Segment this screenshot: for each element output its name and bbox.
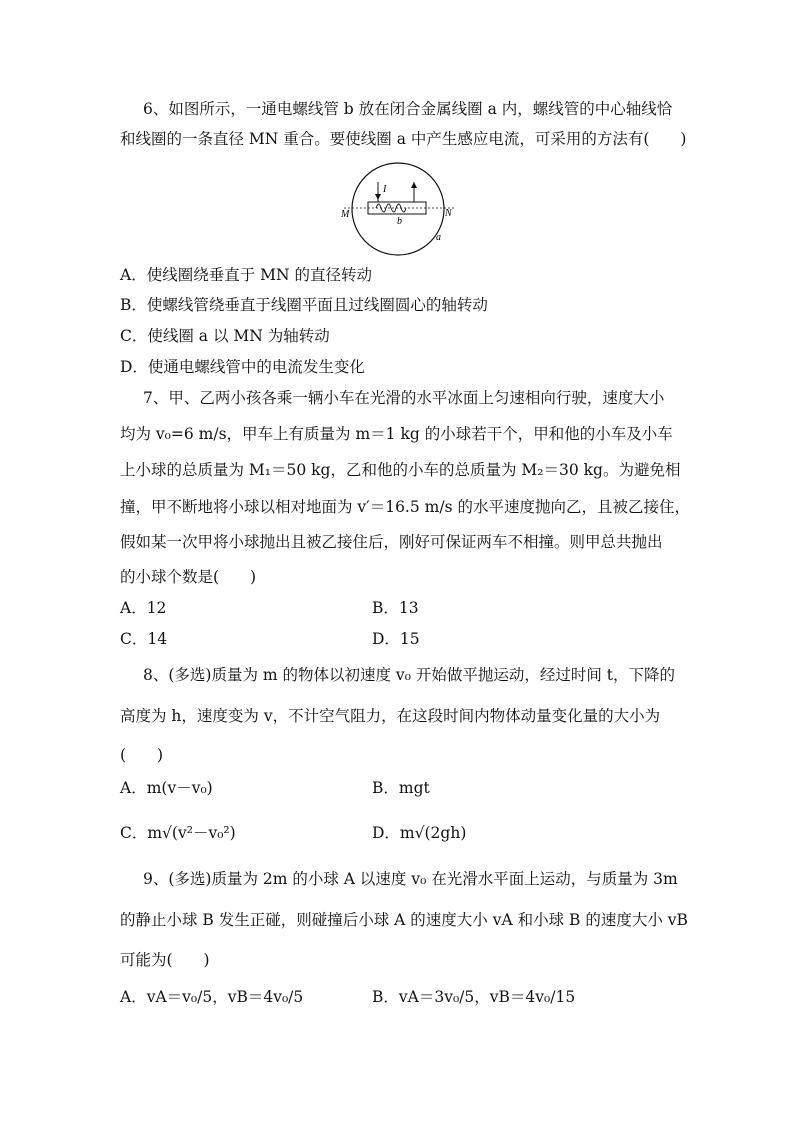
q8-option-c: C．m√(v²－v₀²): [120, 824, 236, 842]
q7-option-b: B．13: [372, 599, 419, 617]
q6-option-b: B．使螺线管绕垂直于线圈平面且过线圈圆心的轴转动: [120, 296, 488, 314]
q6-option-c: C．使线圈 a 以 MN 为轴转动: [120, 327, 330, 345]
label-b: b: [397, 216, 402, 227]
q7-stem-line1: 7、甲、乙两小孩各乘一辆小车在光滑的水平冰面上匀速相向行驶，速度大小: [143, 389, 665, 407]
q7-option-d: D．15: [372, 630, 420, 648]
label-m: M: [341, 209, 350, 220]
q8-option-a: A．m(v－v₀): [120, 779, 213, 797]
q6-option-d: D．使通电螺线管中的电流发生变化: [120, 358, 365, 376]
current-arrow-down: [375, 194, 381, 200]
q8-stem-line2: 高度为 h，速度变为 v，不计空气阻力，在这段时间内物体动量变化量的大小为: [120, 707, 661, 725]
solenoid-coil-figure: [330, 160, 470, 260]
q8-option-b: B．mgt: [372, 779, 430, 797]
current-arrow-up: [411, 182, 417, 188]
q6-stem-line2: 和线圈的一条直径 MN 重合。要使线圈 a 中产生感应电流，可采用的方法有( ): [120, 130, 687, 148]
label-n: N: [445, 208, 452, 219]
label-current-i: I: [383, 184, 387, 195]
q7-stem-line4: 撞，甲不断地将小球以相对地面为 v′＝16.5 m/s 的水平速度抛向乙，且被乙接住，: [120, 498, 690, 516]
q6-option-a: A．使线圈绕垂直于 MN 的直径转动: [120, 266, 372, 284]
q8-stem-line1: 8、(多选)质量为 m 的物体以初速度 v₀ 开始做平抛运动，经过时间 t，下降的: [143, 666, 675, 684]
q9-stem-line2: 的静止小球 B 发生正碰，则碰撞后小球 A 的速度大小 vA 和小球 B 的速度大小 vB: [120, 911, 688, 929]
q9-option-b: B．vA＝3v₀/5，vB＝4v₀/15: [372, 988, 576, 1006]
q7-stem-line6: 的小球个数是( ): [120, 568, 257, 586]
q7-stem-line3: 上小球的总质量为 M₁＝50 kg，乙和他的小车的总质量为 M₂＝30 kg。为避免相: [120, 461, 681, 479]
q7-stem-line5: 假如某一次甲将小球抛出且被乙接住后，刚好可保证两车不相撞。则甲总共抛出: [120, 533, 663, 551]
loop-a-circle: [352, 163, 444, 255]
q8-option-d: D．m√(2gh): [372, 824, 467, 842]
q7-option-a: A．12: [120, 599, 167, 617]
q6-stem-line1: 6、如图所示，一通电螺线管 b 放在闭合金属线圈 a 内，螺线管的中心轴线恰: [143, 100, 673, 118]
label-a: a: [436, 232, 441, 243]
q7-option-c: C．14: [120, 630, 168, 648]
q8-stem-line3: ( ): [120, 746, 164, 764]
q9-stem-line1: 9、(多选)质量为 2m 的小球 A 以速度 v₀ 在光滑水平面上运动，与质量为 3m: [143, 870, 678, 888]
q9-stem-line3: 可能为( ): [120, 951, 210, 969]
q7-stem-line2: 均为 v₀=6 m/s，甲车上有质量为 m＝1 kg 的小球若干个，甲和他的小车及小车: [120, 425, 673, 443]
q9-option-a: A．vA＝v₀/5，vB＝4v₀/5: [120, 988, 304, 1006]
